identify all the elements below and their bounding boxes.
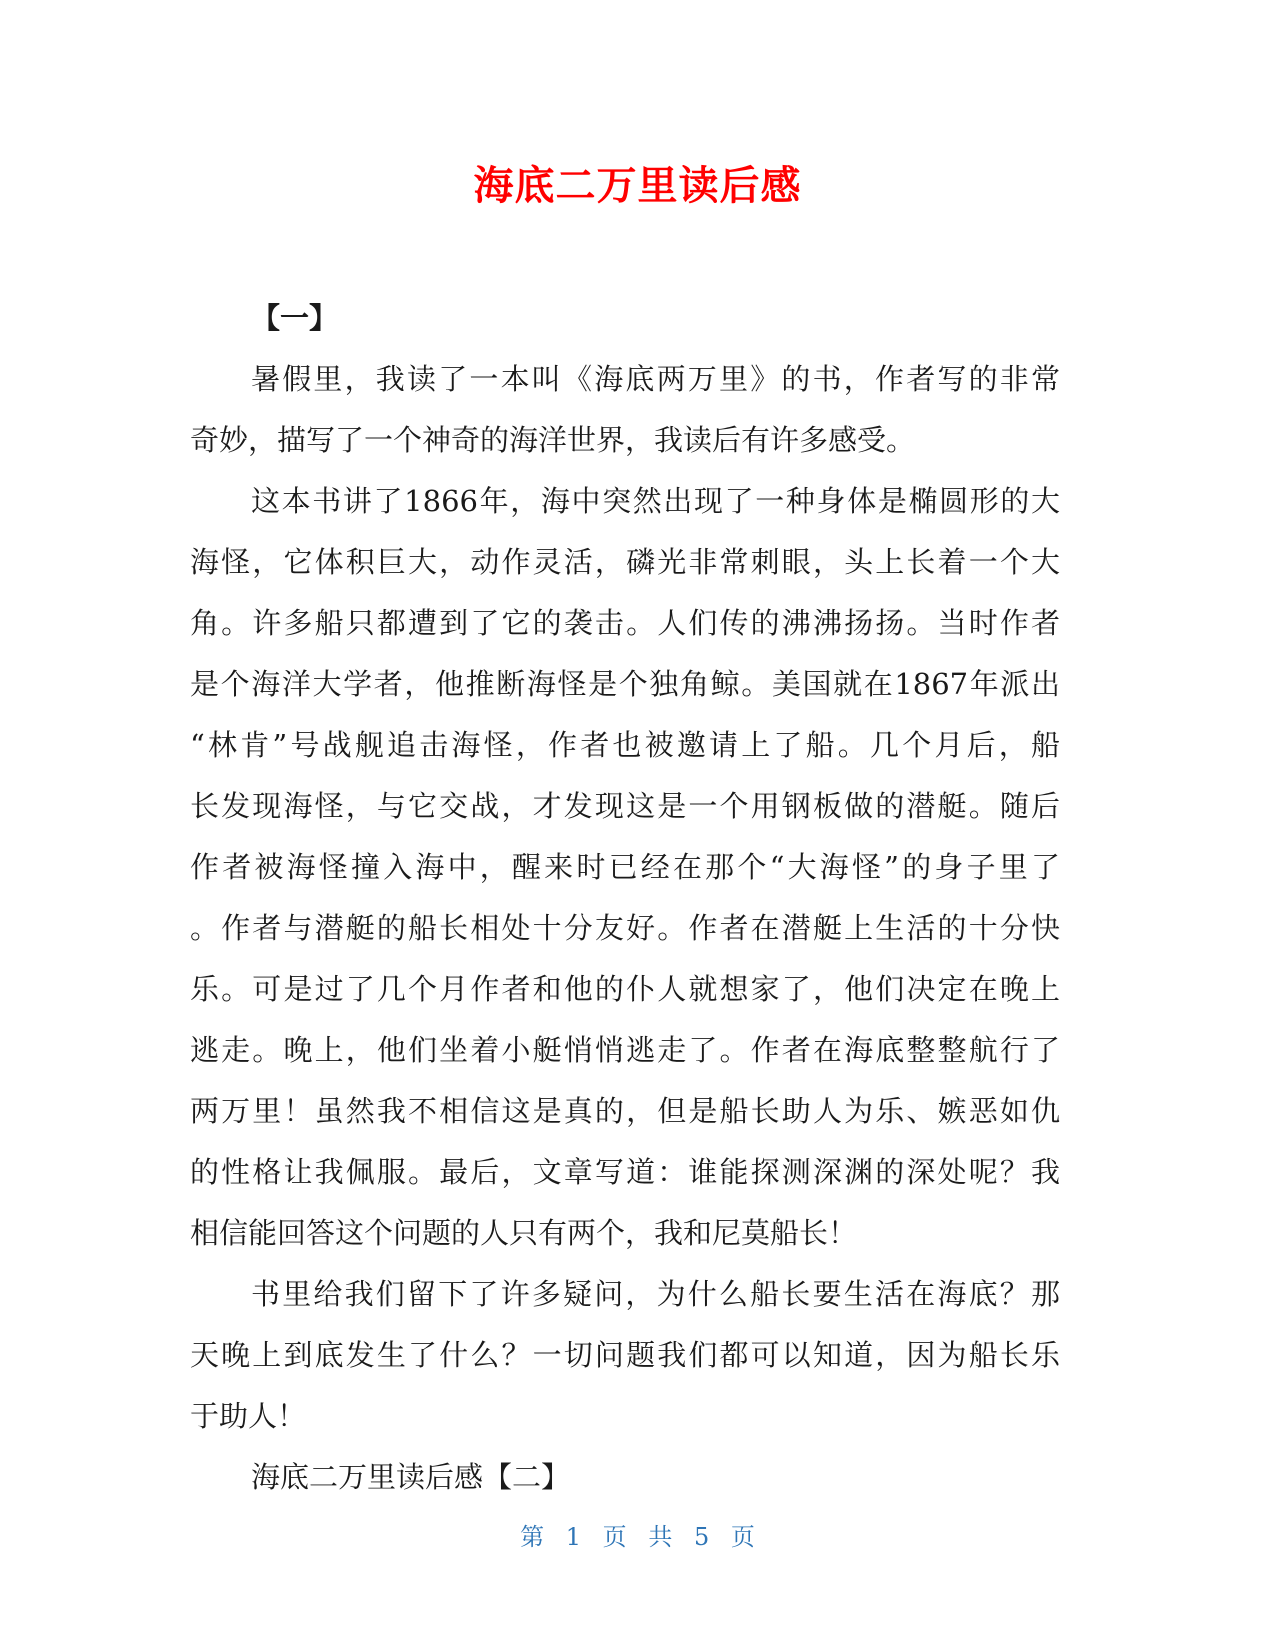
paragraph-line: 书里给我们留下了许多疑问，为什么船长要生活在海底？那 <box>251 1277 1060 1311</box>
footer-page-word: 第 <box>520 1523 545 1551</box>
paragraph-line: 是个海洋大学者，他推断海怪是个独角鲸。美国就在1867年派出 <box>190 667 1060 701</box>
document-title: 海底二万里读后感 <box>473 163 802 209</box>
footer-total-pages: 5 <box>693 1523 710 1551</box>
footer-page-unit: 页 <box>602 1523 627 1551</box>
footer-page-number: 1 <box>565 1523 582 1551</box>
paragraph-line: 作者被海怪撞入海中，醒来时已经在那个“大海怪”的身子里了 <box>190 850 1060 884</box>
paragraph-line: 天晚上到底发生了什么？一切问题我们都可以知道，因为船长乐 <box>190 1338 1060 1372</box>
paragraph-line: 逃走。晚上，他们坐着小艇悄悄逃走了。作者在海底整整航行了 <box>190 1033 1060 1067</box>
page-footer <box>0 1520 1275 1554</box>
document-body <box>190 288 1060 1508</box>
paragraph-line: 这本书讲了1866年，海中突然出现了一种身体是椭圆形的大 <box>251 484 1060 518</box>
paragraph-line: 于助人！ <box>190 1399 307 1433</box>
paragraph-line: 暑假里，我读了一本叫《海底两万里》的书，作者写的非常 <box>251 362 1060 396</box>
footer-total-word: 共 <box>648 1523 673 1551</box>
paragraph-line: 角。许多船只都遭到了它的袭击。人们传的沸沸扬扬。当时作者 <box>190 606 1060 640</box>
paragraph-line: 相信能回答这个问题的人只有两个，我和尼莫船长！ <box>190 1216 858 1250</box>
section-heading: 【一】 <box>251 301 339 335</box>
paragraph-line: “林肯”号战舰追击海怪，作者也被邀请上了船。几个月后，船 <box>190 728 1060 762</box>
paragraph-line: 长发现海怪，与它交战，才发现这是一个用钢板做的潜艇。随后 <box>190 789 1060 823</box>
section-heading-two: 海底二万里读后感【二】 <box>251 1460 571 1494</box>
paragraph-line: 两万里！虽然我不相信这是真的，但是船长助人为乐、嫉恶如仇 <box>190 1094 1060 1128</box>
paragraph-line: 的性格让我佩服。最后，文章写道：谁能探测深渊的深处呢？我 <box>190 1155 1060 1189</box>
paragraph-line: 奇妙，描写了一个神奇的海洋世界，我读后有许多感受。 <box>190 423 916 457</box>
paragraph-line: 乐。可是过了几个月作者和他的仆人就想家了，他们决定在晚上 <box>190 972 1060 1006</box>
footer-total-unit: 页 <box>730 1523 755 1551</box>
paragraph-line: 海怪，它体积巨大，动作灵活，磷光非常刺眼，头上长着一个大 <box>190 545 1060 579</box>
paragraph-line: 。作者与潜艇的船长相处十分友好。作者在潜艇上生活的十分快 <box>190 911 1060 945</box>
